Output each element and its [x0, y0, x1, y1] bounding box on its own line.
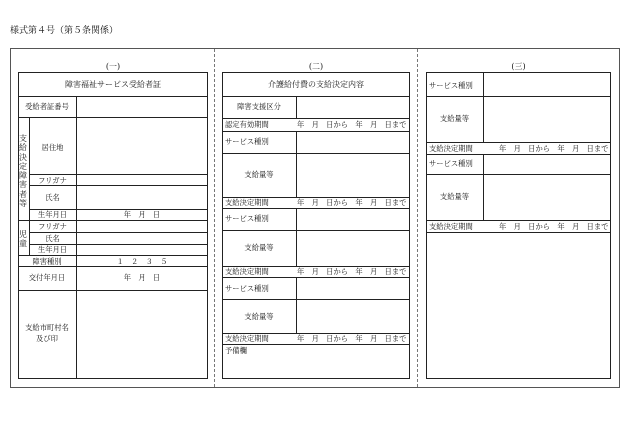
fold-line-left: [214, 49, 215, 387]
birthdate-value: 年 月 日: [123, 210, 161, 219]
municipality-label-line1: 支給市町村名: [25, 323, 69, 332]
birthdate-label: 生年月日: [37, 210, 68, 219]
issue-date-value: 年 月 日: [123, 273, 161, 282]
column-label-2: (二): [308, 62, 324, 71]
column-label-1: (一): [105, 62, 121, 71]
decision-period-text-d: 年 月 日から 年 月 日まで: [499, 144, 609, 153]
amount-label-a: 支給量等: [244, 170, 274, 179]
amount-label-c: 支給量等: [244, 312, 274, 321]
address-label: 居住地: [41, 143, 64, 152]
child-furigana-label: フリガナ: [38, 222, 67, 231]
remarks-label: 予備欄: [225, 346, 247, 355]
support-class-label: 障害支援区分: [237, 102, 281, 111]
column-label-3: (三): [511, 62, 526, 71]
certificate-title: 障害福祉サービス受給者証: [65, 80, 161, 89]
cert-period-text: 年 月 日から 年 月 日まで: [297, 120, 407, 129]
decision-period-label-b: 支給決定期間: [225, 267, 269, 276]
child-birthdate-label: 生年月日: [37, 245, 68, 254]
decision-period-text-c: 年 月 日から 年 月 日まで: [297, 334, 407, 343]
benefit-decision-title: 介護給付費の支給決定内容: [268, 80, 364, 89]
child-group-label: 児童: [19, 230, 27, 249]
disability-type-label: 障害種別: [32, 257, 62, 266]
decision-period-label-a: 支給決定期間: [225, 198, 269, 207]
amount-label-e: 支給量等: [439, 192, 470, 201]
municipality-label-line2: 及び印: [36, 334, 58, 343]
decision-period-text-b: 年 月 日から 年 月 日まで: [297, 267, 407, 276]
recipient-number-label: 受給者証番号: [25, 102, 69, 111]
service-type-label-a: サービス種別: [225, 137, 269, 146]
service-type-label-d: サービス種別: [429, 81, 473, 90]
name-label: 氏名: [45, 193, 60, 202]
decision-period-text-a: 年 月 日から 年 月 日まで: [297, 198, 407, 207]
decision-period-text-e: 年 月 日から 年 月 日まで: [499, 222, 609, 231]
cert-period-label: 認定有効期間: [225, 120, 269, 129]
disability-type-options: １ ２ ３ ５: [116, 257, 168, 266]
amount-label-b: 支給量等: [244, 243, 274, 252]
decision-period-label-e: 支給決定期間: [429, 222, 473, 231]
decision-period-label-c: 支給決定期間: [225, 334, 269, 343]
furigana-label: フリガナ: [38, 176, 67, 185]
service-type-label-e: サービス種別: [429, 159, 473, 168]
service-type-label-c: サービス種別: [225, 284, 269, 293]
form-caption: 様式第４号（第５条関係）: [10, 26, 119, 36]
recipient-group-label: 支給決定障害者等: [19, 134, 27, 209]
service-type-label-b: サービス種別: [225, 214, 269, 223]
decision-period-label-d: 支給決定期間: [429, 144, 473, 153]
fold-line-right: [417, 49, 418, 387]
child-name-label: 氏名: [45, 234, 60, 243]
amount-label-d: 支給量等: [439, 114, 470, 123]
issue-date-label: 交付年月日: [28, 273, 66, 282]
